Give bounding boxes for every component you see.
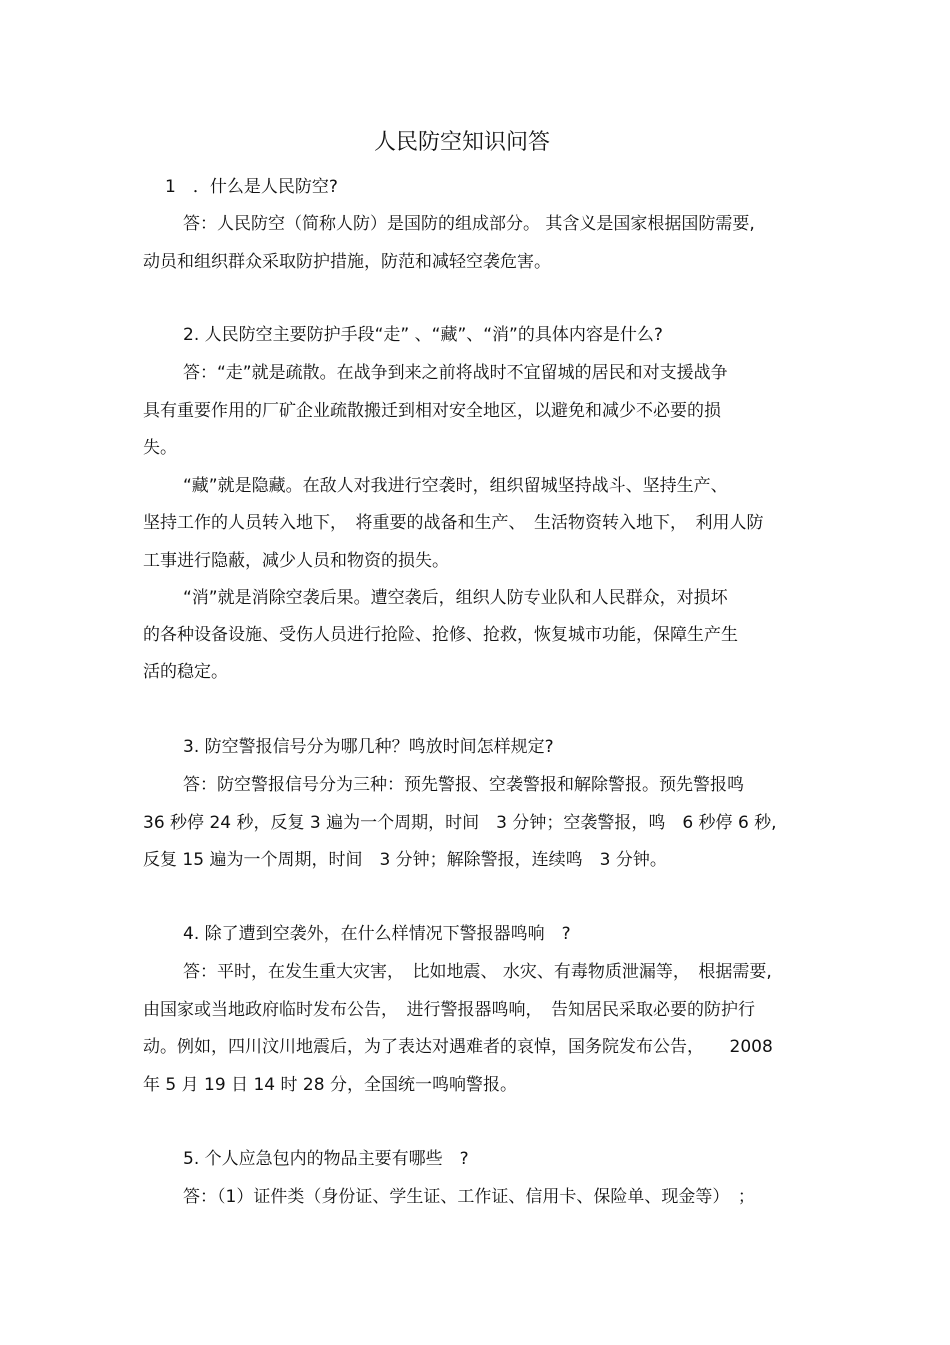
question-2: 2. 人民防空主要防护手段“走” 、“藏”、“消”的具体内容是什么? — [183, 325, 663, 345]
answer-3-line: 反复 15 遍为一个周期，时间 3 分钟；解除警报，连续鸣 3 分钟。 — [143, 850, 667, 870]
answer-1-line: 答：人民防空（简称人防）是国防的组成部分。 其含义是国家根据国防需要, — [183, 214, 755, 234]
answer-4-line: 动。例如，四川汶川地震后，为了表达对遇难者的哀悼，国务院发布公告， 2008 — [143, 1037, 773, 1057]
answer-2-line: 具有重要作用的厂矿企业疏散搬迁到相对安全地区，以避免和减少不必要的损 — [143, 401, 721, 421]
answer-2-line: 答：“走”就是疏散。在战争到来之前将战时不宜留城的居民和对支援战争 — [183, 363, 728, 383]
answer-2-line: 失。 — [143, 438, 177, 458]
answer-2-line: 活的稳定。 — [143, 662, 228, 682]
answer-3-line: 36 秒停 24 秒，反复 3 遍为一个周期，时间 3 分钟；空袭警报，鸣 6 秒停 6 秒, — [143, 813, 777, 833]
answer-2-line: 坚持工作的人员转入地下， 将重要的战备和生产、 生活物资转入地下， 利用人防 — [143, 513, 764, 533]
answer-4-line: 年 5 月 19 日 14 时 28 分，全国统一鸣响警报。 — [143, 1075, 517, 1095]
answer-1-line: 动员和组织群众采取防护措施，防范和减轻空袭危害。 — [143, 252, 551, 272]
answer-4-line: 由国家或当地政府临时发布公告， 进行警报器鸣响， 告知居民采取必要的防护行 — [143, 1000, 755, 1020]
answer-2-line: 的各种设备设施、受伤人员进行抢险、抢修、抢救，恢复城市功能，保障生产生 — [143, 625, 738, 645]
answer-2-line: 工事进行隐蔽，减少人员和物资的损失。 — [143, 551, 449, 571]
answer-5-line: 答：（1）证件类（身份证、学生证、工作证、信用卡、保险单、现金等） ； — [183, 1187, 755, 1207]
answer-2-line: “藏”就是隐藏。在敌人对我进行空袭时，组织留城坚持战斗、坚持生产、 — [183, 476, 728, 496]
answer-3-line: 答：防空警报信号分为三种：预先警报、空袭警报和解除警报。预先警报鸣 — [183, 775, 744, 795]
question-3: 3. 防空警报信号分为哪几种？鸣放时间怎样规定? — [183, 737, 554, 757]
answer-4-line: 答：平时，在发生重大灾害， 比如地震、 水灾、有毒物质泄漏等， 根据需要, — [183, 962, 772, 982]
question-4: 4. 除了遭到空袭外，在什么样情况下警报器鸣响 ? — [183, 924, 571, 944]
answer-2-line: “消”就是消除空袭后果。遭空袭后，组织人防专业队和人民群众，对损坏 — [183, 588, 728, 608]
document-title: 人民防空知识问答 — [374, 130, 551, 155]
question-5: 5. 个人应急包内的物品主要有哪些 ? — [183, 1149, 469, 1169]
question-1: 1 ．什么是人民防空? — [165, 177, 338, 197]
